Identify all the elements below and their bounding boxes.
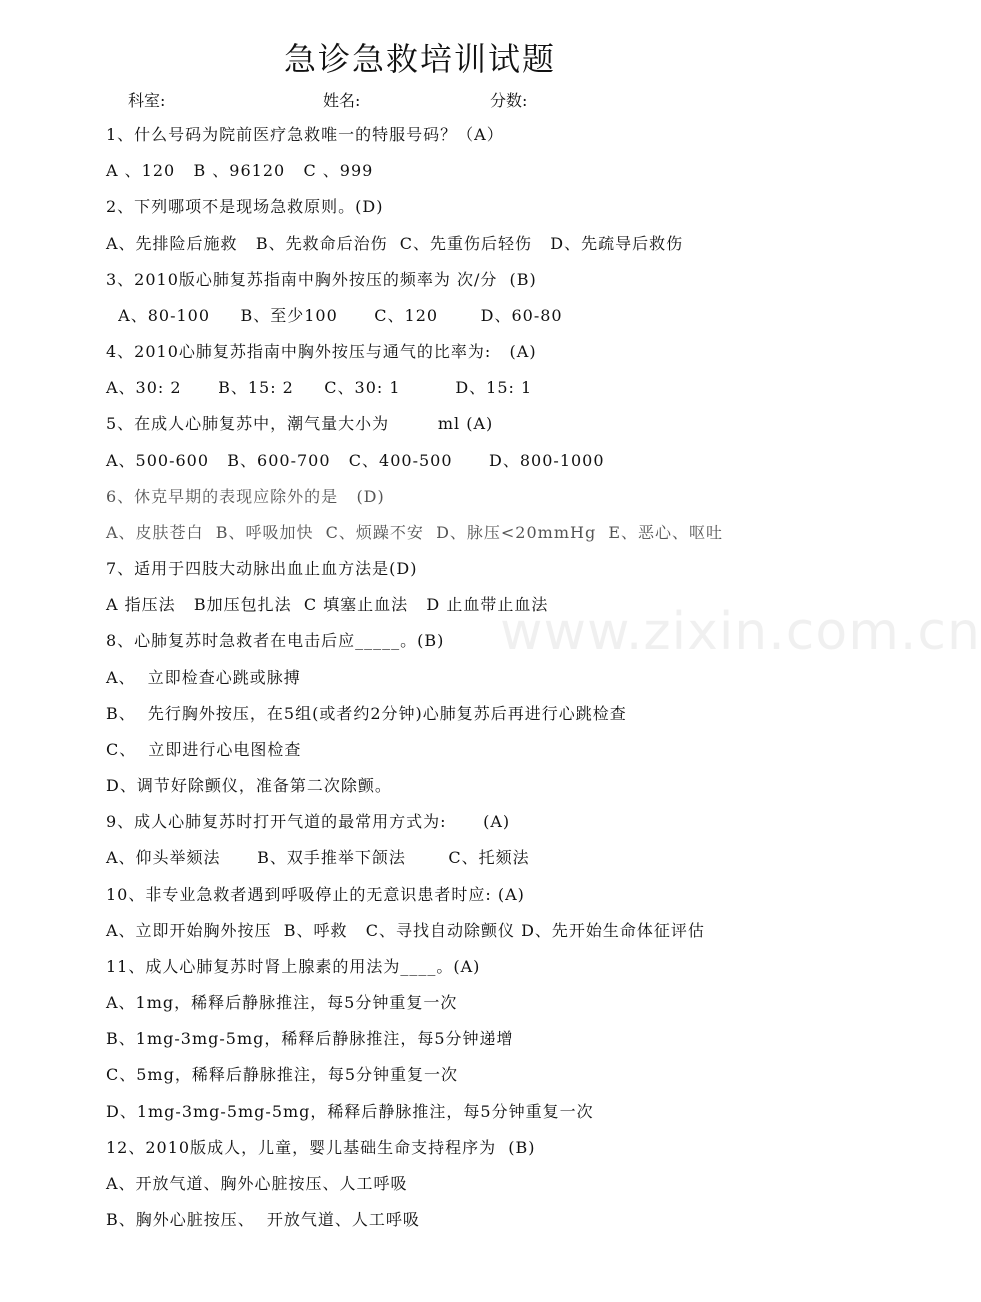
- answer-options-3: A、80-100 B、至少100 C、120 D、60-80: [106, 306, 563, 325]
- answer-option-12b: B、胸外心脏按压、 开放气道、人工呼吸: [106, 1210, 420, 1229]
- score-label: 分数:: [490, 91, 528, 110]
- answer-option-12a: A、开放气道、胸外心脏按压、人工呼吸: [106, 1174, 408, 1193]
- question-11: 11、成人心肺复苏时肾上腺素的用法为____。(A): [106, 957, 481, 976]
- answer-options-4: A、30: 2 B、15: 2 C、30: 1 D、15: 1: [106, 378, 533, 397]
- question-7: 7、适用于四肢大动脉出血止血方法是(D): [106, 559, 418, 578]
- answer-options-1: A 、120 B 、96120 C 、999: [106, 161, 374, 180]
- answer-options-7: A 指压法 B加压包扎法 C 填塞止血法 D 止血带止血法: [106, 595, 549, 614]
- question-10: 10、非专业急救者遇到呼吸停止的无意识患者时应: (A): [106, 885, 525, 904]
- question-2: 2、下列哪项不是现场急救原则。(D): [106, 197, 384, 216]
- question-9: 9、成人心肺复苏时打开气道的最常用方式为: (A): [106, 812, 511, 831]
- name-label: 姓名:: [323, 91, 361, 110]
- watermark: www.zixin.com.cn: [500, 602, 981, 662]
- answer-options-10: A、立即开始胸外按压 B、呼救 C、寻找自动除颤仪 D、先开始生命体征评估: [106, 921, 705, 940]
- answer-option-11b: B、1mg-3mg-5mg，稀释后静脉推注，每5分钟递增: [106, 1029, 514, 1048]
- question-8: 8、心肺复苏时急救者在电击后应_____。(B): [106, 631, 445, 650]
- answer-option-11d: D、1mg-3mg-5mg-5mg，稀释后静脉推注，每5分钟重复一次: [106, 1102, 594, 1121]
- question-5: 5、在成人心肺复苏中，潮气量大小为 ml (A): [106, 414, 494, 433]
- answer-options-2: A、先排险后施救 B、先救命后治伤 C、先重伤后轻伤 D、先疏导后救伤: [106, 234, 684, 253]
- question-3: 3、2010版心肺复苏指南中胸外按压的频率为 次/分 (B): [106, 270, 537, 289]
- answer-option-8c: C、 立即进行心电图检查: [106, 740, 302, 759]
- question-6: 6、休克早期的表现应除外的是 (D): [106, 487, 385, 506]
- answer-option-11c: C、5mg，稀释后静脉推注，每5分钟重复一次: [106, 1065, 459, 1084]
- question-12: 12、2010版成人，儿童，婴儿基础生命支持程序为 (B): [106, 1138, 536, 1157]
- answer-options-5: A、500-600 B、600-700 C、400-500 D、800-1000: [106, 451, 605, 470]
- question-1: 1、什么号码为院前医疗急救唯一的特服号码？（A）: [106, 125, 504, 144]
- answer-option-8a: A、 立即检查心跳或脉搏: [106, 668, 301, 687]
- page-title: 急诊急救培训试题: [283, 40, 556, 78]
- answer-options-6: A、皮肤苍白 B、呼吸加快 C、烦躁不安 D、脉压<20mmHg E、恶心、呕吐: [106, 523, 724, 542]
- question-4: 4、2010心肺复苏指南中胸外按压与通气的比率为: (A): [106, 342, 537, 361]
- dept-label: 科室:: [128, 91, 166, 110]
- answer-option-11a: A、1mg，稀释后静脉推注，每5分钟重复一次: [106, 993, 458, 1012]
- answer-option-8d: D、调节好除颤仪，准备第二次除颤。: [106, 776, 392, 795]
- answer-option-8b: B、 先行胸外按压，在5组(或者约2分钟)心肺复苏后再进行心跳检查: [106, 704, 627, 723]
- answer-options-9: A、仰头举颏法 B、双手推举下颌法 C、托颏法: [106, 848, 530, 867]
